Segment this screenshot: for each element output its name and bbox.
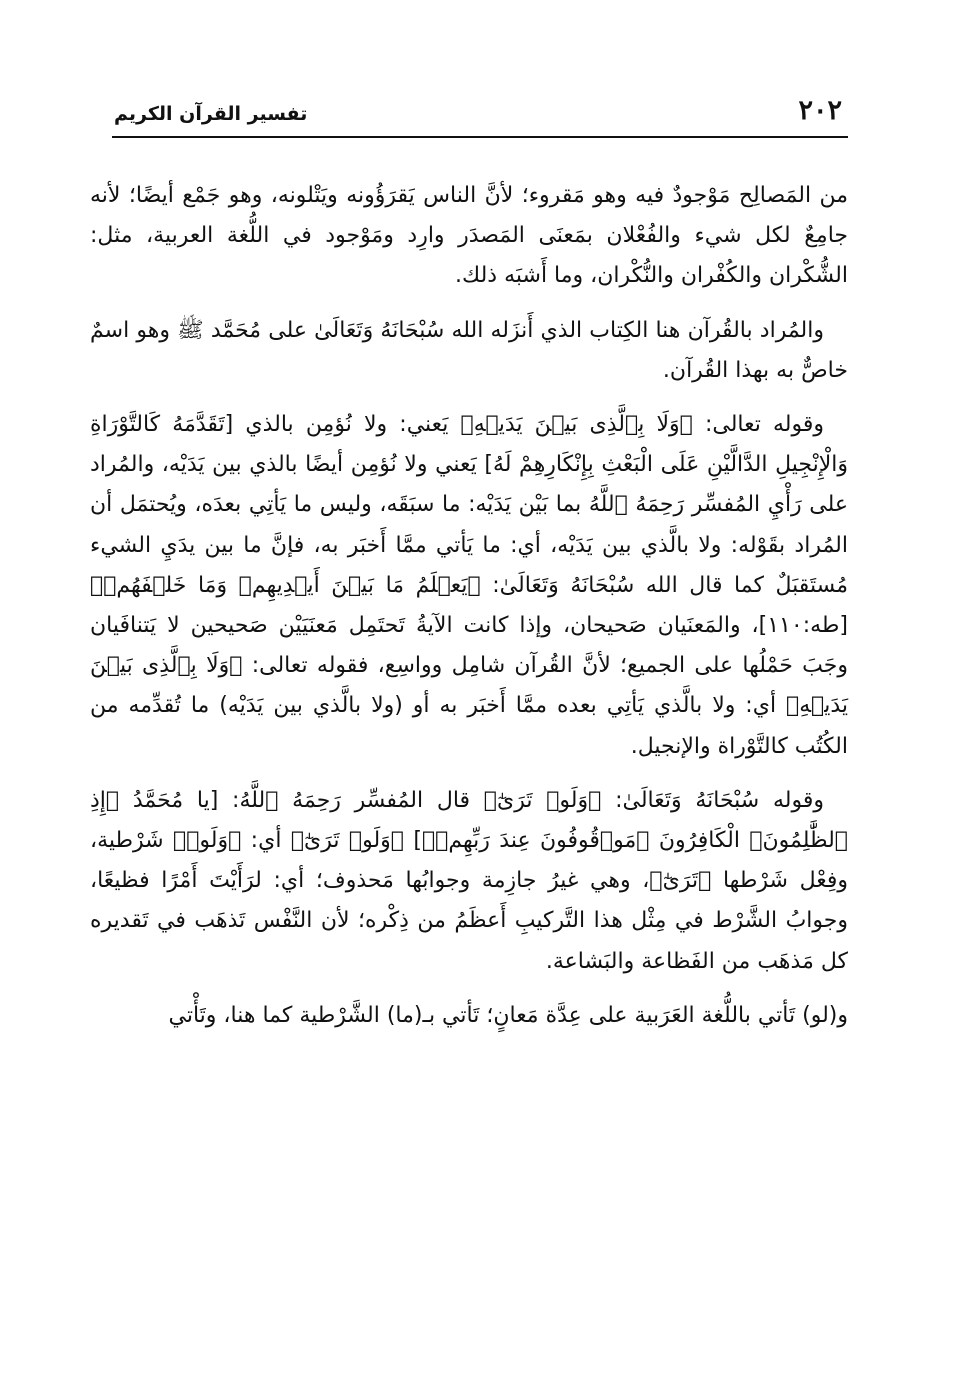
paragraph-4: وقوله سُبْحَانَهُ وَتَعَالَىٰ: ﴿وَلَوۡ تَرَىٰٓ﴾ قال المُفسِّر رَحِمَهُ ٱللَّهُ: [يا مُحَمَّدُ ﴿إِذِ ٱلظَّٰلِمُونَ﴾ الْكَافِرُونَ ﴿مَوۡقُوفُونَ عِندَ رَبِّهِمۡ﴾] ﴿وَلَوۡ تَرَىٰٓ﴾ أي: ﴿وَلَوۡ﴾ شَرْطية، وفِعْل شَرْطها ﴿تَرَىٰٓ﴾، وهي غيرُ جازِمة وجوابُها مَحذوف؛ أي: لرَأَيْتَ أَمْرًا فظيعًا، وجوابُ الشَّرْط في مِثْل هذا التَّركيبِ أَعظَمُ من ذِكْره؛ لأن النَّفْس تَذهَب في تَقديره كل مَذهَب من الفَظاعة والبَشاعة.: [90, 787, 848, 974]
paragraph-1: من المَصالِح مَوْجودٌ فيه وهو مَقروء؛ لأنَّ الناس يَقرَؤُونه ويَتْلونه، وهو جَمْع أيضًا؛ لأنه جامِعٌ لكل شيء والفُعْلان بمَعنَى المَصدَر وارِد ومَوْجود في اللُّغة العربية، مثل: الشُّكْران والكُفْران والنُّكْران، وما أَشبَه ذلك.: [90, 183, 848, 289]
page-header: [112, 92, 848, 134]
running-title: تفسير القرآن الكريم: [114, 103, 308, 125]
paragraph-5: و(لو) تَأتي باللُّغة العَرَبية على عِدَّة مَعانٍ؛ تَأتي بـ(ما) الشَّرْطية كما هنا، وتَأْتي: [168, 1002, 848, 1028]
page-body: [90, 176, 848, 1036]
paragraph-2: والمُراد بالقُرآن هنا الكِتاب الذي أَنزَله الله سُبْحَانَهُ وَتَعَالَىٰ على مُحَمَّد ﷺ وهو اسمٌ خاصٌّ به بهذا القُرآن.: [90, 317, 848, 383]
paragraph-3: وقوله تعالى: ﴿وَلَا بِٱلَّذِى بَيۡنَ يَدَيۡهِ﴾ يَعني: ولا نُؤمِن بالذي [تَقَدَّمَهُ كَالتَّوْرَاةِ وَالْإِنْجِيلِ الدَّالَّيْنِ عَلَى الْبَعْثِ بِإِنْكَارِهِمْ لَهُ] يَعني ولا نُؤمِن أيضًا بالذي بين يَدَيْه، والمُراد على رَأْيِ المُفسِّر رَحِمَهُ ٱللَّهُ بما بَيْن يَدَيْه: ما سبَقَه، وليس ما يَأتِي بعدَه، ويُحتمَل أن المُراد بقَوْله: ولا بالَّذي بين يَدَيْه، أي: ما يَأتي ممَّا أَخبَر به، فإنَّ ما بين يدَيِ الشيء مُستَقبَلٌ كما قال الله سُبْحَانَهُ وَتَعَالَىٰ: ﴿يَعۡلَمُ مَا بَيۡنَ أَيۡدِيهِمۡ وَمَا خَلۡفَهُمۡ﴾ [طه:١١٠]، والمَعنَيان صَحيحان، وإذا كانت الآيةُ تَحتَمِل مَعنَيَيْن صَحيحين لا يَتنافَيان وجَبَ حَمْلُها على الجميع؛ لأنَّ القُرآن شامِل وواسِع، فقوله تعالى: ﴿وَلَا بِٱلَّذِى بَيۡنَ يَدَيۡهِ﴾ أي: ولا بالَّذي يَأتِي بعده ممَّا أَخبَر به أو (ولا بالَّذي بين يَدَيْه) ما تُقدِّمه من الكُتُب كالتَّوْراة والإنجيل.: [90, 412, 848, 759]
header-rule: [112, 136, 848, 138]
page-number: ٢٠٢: [798, 95, 842, 126]
